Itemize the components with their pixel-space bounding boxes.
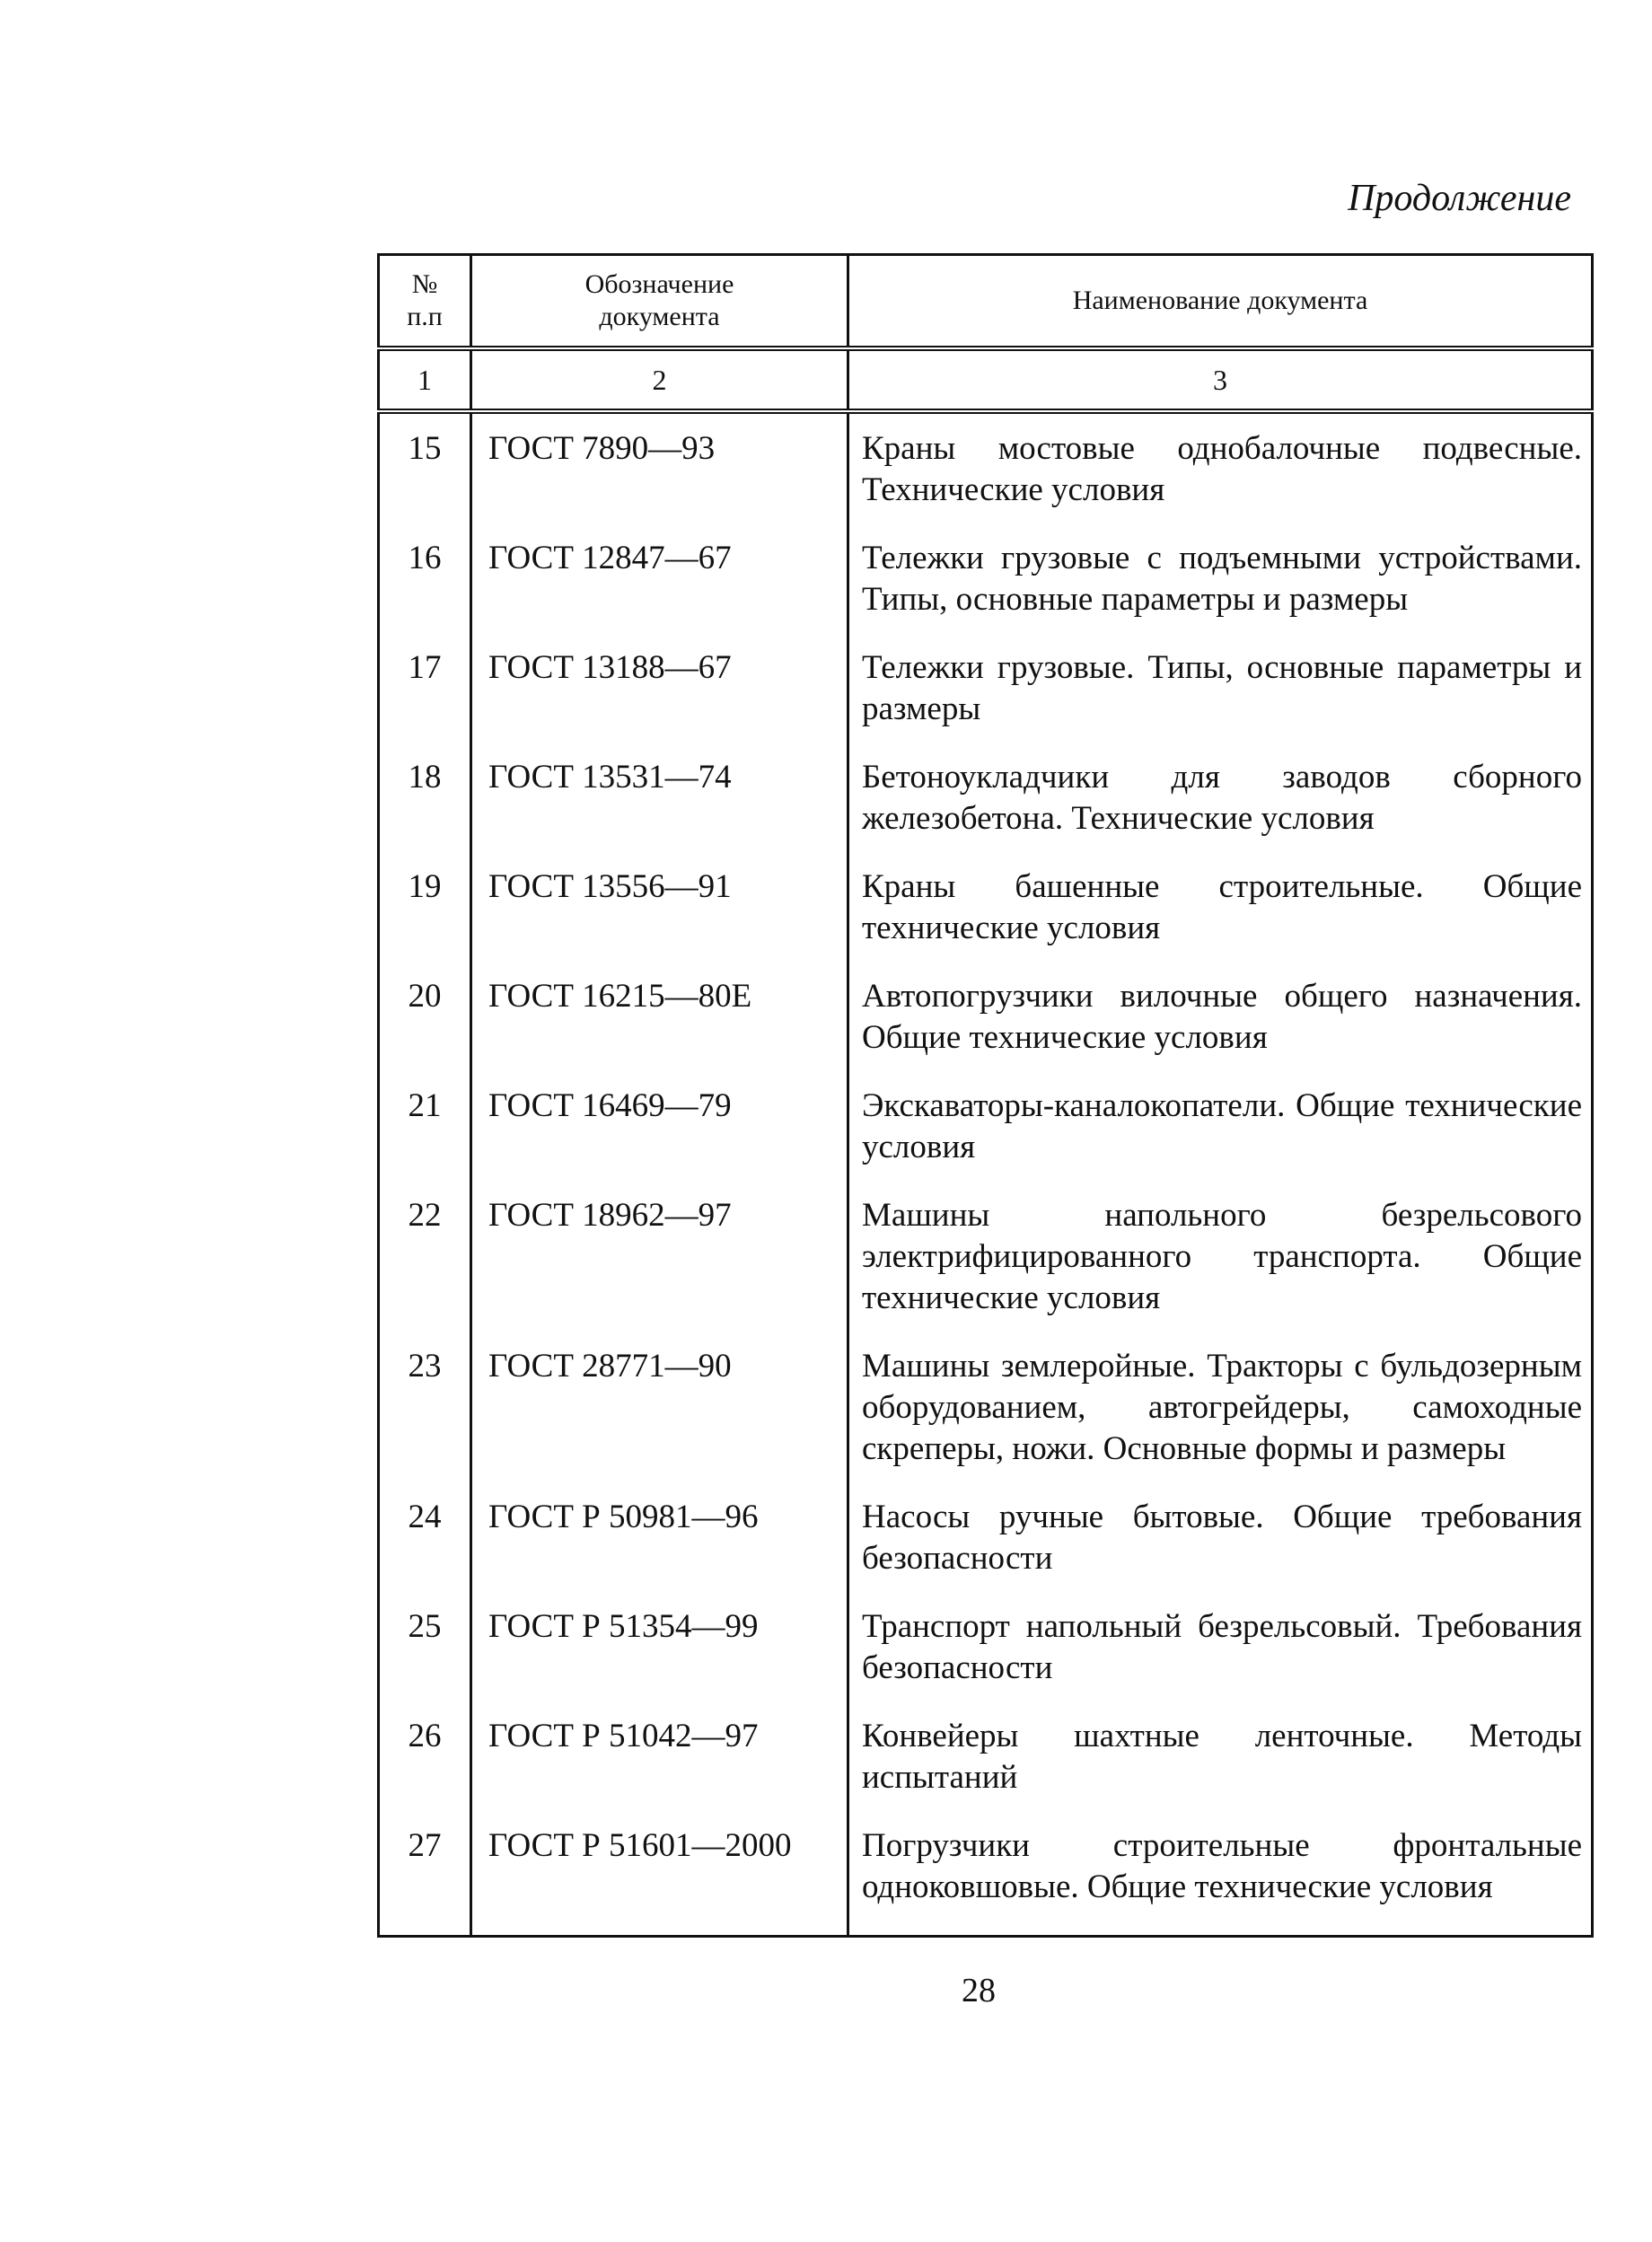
column-numbers-row	[379, 348, 1593, 411]
document-designation: ГОСТ 7890—93	[471, 411, 848, 523]
header-designation: Обозначение документа	[471, 255, 848, 349]
table-row	[379, 1701, 1593, 1811]
document-name: Экскаваторы-каналокопатели. Общие технические условия	[848, 1071, 1593, 1181]
row-number: 21	[379, 1071, 471, 1181]
row-number: 23	[379, 1332, 471, 1482]
row-number: 27	[379, 1811, 471, 1937]
document-name: Тележки грузовые с подъемными устройствами. Типы, основные параметры и размеры	[848, 523, 1593, 633]
column-number: 3	[848, 348, 1593, 411]
document-name: Краны мостовые однобалочные подвесные. Технические условия	[848, 411, 1593, 523]
document-name: Бетоноукладчики для заводов сборного железобетона. Технические условия	[848, 743, 1593, 852]
table-row	[379, 1071, 1593, 1181]
table-row	[379, 1592, 1593, 1701]
table-row	[379, 411, 1593, 523]
table-body	[379, 411, 1593, 1937]
page-number: 28	[962, 1972, 996, 2009]
document-name: Краны башенные строительные. Общие технические условия	[848, 852, 1593, 962]
document-designation: ГОСТ 28771—90	[471, 1332, 848, 1482]
row-number: 18	[379, 743, 471, 852]
row-number: 17	[379, 633, 471, 743]
table-row	[379, 1482, 1593, 1592]
document-name: Погрузчики строительные фронтальные одноковшовые. Общие технические условия	[848, 1811, 1593, 1937]
document-designation: ГОСТ 13531—74	[471, 743, 848, 852]
row-number: 19	[379, 852, 471, 962]
row-number: 15	[379, 411, 471, 523]
table-header	[379, 255, 1593, 412]
row-number: 25	[379, 1592, 471, 1701]
table-row	[379, 1811, 1593, 1937]
row-number: 16	[379, 523, 471, 633]
table-row	[379, 1181, 1593, 1332]
document-designation: ГОСТ 16469—79	[471, 1071, 848, 1181]
document-name: Тележки грузовые. Типы, основные параметры и размеры	[848, 633, 1593, 743]
document-designation: ГОСТ Р 51354—99	[471, 1592, 848, 1701]
column-number: 2	[471, 348, 848, 411]
row-number: 22	[379, 1181, 471, 1332]
document-designation: ГОСТ 16215—80Е	[471, 962, 848, 1071]
document-designation: ГОСТ Р 51601—2000	[471, 1811, 848, 1937]
table-row	[379, 962, 1593, 1071]
table-row	[379, 852, 1593, 962]
document-name: Насосы ручные бытовые. Общие требования безопасности	[848, 1482, 1593, 1592]
document-name: Машины землеройные. Тракторы с бульдозерным оборудованием, автогрейдеры, самоходные скреперы, ножи. Основные формы и размеры	[848, 1332, 1593, 1482]
table-row	[379, 523, 1593, 633]
column-number: 1	[379, 348, 471, 411]
document-name: Транспорт напольный безрельсовый. Требования безопасности	[848, 1592, 1593, 1701]
row-number: 24	[379, 1482, 471, 1592]
document-designation: ГОСТ Р 51042—97	[471, 1701, 848, 1811]
row-number: 20	[379, 962, 471, 1071]
table-row	[379, 743, 1593, 852]
table-row	[379, 1332, 1593, 1482]
header-number: № п.п	[379, 255, 471, 349]
row-number: 26	[379, 1701, 471, 1811]
document-name: Машины напольного безрельсового электрифицированного транспорта. Общие технические условия	[848, 1181, 1593, 1332]
document-name: Автопогрузчики вилочные общего назначения. Общие технические условия	[848, 962, 1593, 1071]
continuation-label: Продолжение	[1348, 178, 1571, 219]
document-name: Конвейеры шахтные ленточные. Методы испытаний	[848, 1701, 1593, 1811]
document-designation: ГОСТ 13556—91	[471, 852, 848, 962]
documents-table	[377, 253, 1594, 1938]
document-designation: ГОСТ 18962—97	[471, 1181, 848, 1332]
table-row	[379, 633, 1593, 743]
header-document-name: Наименование документа	[848, 255, 1593, 349]
document-designation: ГОСТ Р 50981—96	[471, 1482, 848, 1592]
document-designation: ГОСТ 13188—67	[471, 633, 848, 743]
document-designation: ГОСТ 12847—67	[471, 523, 848, 633]
